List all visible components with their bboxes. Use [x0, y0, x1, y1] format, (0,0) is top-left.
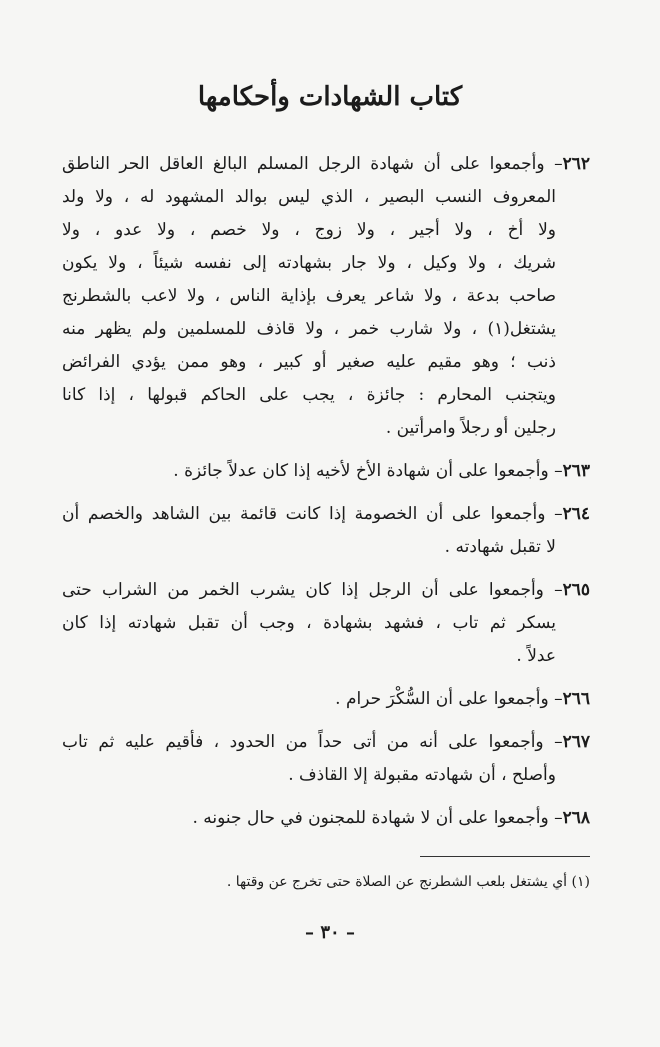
entry-first-line	[62, 498, 590, 531]
entry-number: ٢٦٧	[562, 732, 590, 752]
entry-number: ٢٦٨	[562, 808, 590, 828]
entry-line	[62, 214, 590, 247]
entry-text: – وأجمعوا على أن السُّكْرَ حرام .	[335, 689, 563, 709]
entry-item	[62, 683, 590, 716]
entry-first-line	[62, 574, 590, 607]
entry-line	[62, 247, 590, 280]
entry-item	[62, 148, 590, 445]
entry-text: – وأجمعوا على أن شهادة الرجل المسلم البالغ العاقل الحر الناطق	[62, 154, 563, 174]
entry-text: عدلاً .	[516, 646, 556, 666]
entry-text: – وأجمعوا على أن شهادة الأخ لأخيه إذا كان عدلاً جائزة .	[173, 461, 563, 481]
entry-item	[62, 726, 590, 792]
entry-line	[62, 607, 590, 640]
entry-first-line	[62, 726, 590, 759]
entry-line	[62, 759, 590, 792]
entry-number: ٢٦٤	[562, 504, 590, 524]
entry-item	[62, 498, 590, 564]
entry-item	[62, 574, 590, 673]
entry-text: يسكر ثم تاب ، فشهد بشهادة ، وجب أن تقبل شهادته إذا كان	[62, 613, 556, 633]
footnote-divider	[420, 856, 590, 857]
entry-number: ٢٦٣	[562, 461, 590, 481]
entries-body	[62, 148, 590, 845]
entry-number: ٢٦٢	[562, 154, 590, 174]
entry-text: وأصلح ، أن شهادته مقبولة إلا القاذف .	[288, 765, 556, 785]
entry-text: المعروف النسب البصير ، الذي ليس بوالد المشهود له ، ولا ولد	[62, 187, 556, 207]
entry-first-line	[62, 802, 590, 835]
entry-text: يشتغل(١) ، ولا شارب خمر ، ولا قاذف للمسلمين ولم يظهر منه	[62, 319, 556, 339]
entry-line	[62, 346, 590, 379]
page-title: كتاب الشهادات وأحكامها	[197, 82, 463, 112]
entry-line	[62, 531, 590, 564]
entry-text: ذنب ؛ وهو مقيم عليه صغير أو كبير ، وهو ممن يؤدي الفرائض	[62, 352, 556, 372]
entry-text: صاحب بدعة ، ولا شاعر يعرف بإذاية الناس ، ولا لاعب بالشطرنج	[62, 286, 556, 306]
entry-line	[62, 280, 590, 313]
entry-text: ويتجنب المحارم : جائزة ، يجب على الحاكم قبولها ، إذا كانا	[62, 385, 556, 405]
entry-line	[62, 412, 590, 445]
entry-text: شريك ، ولا وكيل ، ولا جار بشهادته إلى نفسه شيئاً ، ولا يكون	[62, 253, 556, 273]
entry-line	[62, 181, 590, 214]
entry-number: ٢٦٦	[562, 689, 590, 709]
entry-text: – وأجمعوا على أنه من أتى حداً من الحدود ، فأقيم عليه ثم تاب	[62, 732, 563, 752]
entry-line	[62, 313, 590, 346]
entry-item	[62, 455, 590, 488]
entry-item	[62, 802, 590, 835]
entry-text: – وأجمعوا على أن الخصومة إذا كانت قائمة بين الشاهد والخصم أن	[62, 504, 563, 524]
entry-text: لا تقبل شهادته .	[444, 537, 556, 557]
entry-text: – وأجمعوا على أن لا شهادة للمجنون في حال جنونه .	[192, 808, 563, 828]
page-number: – ٣٠ –	[305, 922, 355, 943]
entry-first-line	[62, 683, 590, 716]
entry-line	[62, 379, 590, 412]
entry-text: ولا أخ ، ولا أجير ، ولا زوج ، ولا خصم ، ولا عدو ، ولا	[62, 220, 556, 240]
entry-text: رجلين أو رجلاً وامرأتين .	[385, 418, 556, 438]
entry-number: ٢٦٥	[562, 580, 590, 600]
entry-first-line	[62, 455, 590, 488]
entry-text: – وأجمعوا على أن الرجل إذا كان يشرب الخمر من الشراب حتى	[62, 580, 563, 600]
entry-line	[62, 640, 590, 673]
footnote: (١) أي يشتغل بلعب الشطرنج عن الصلاة حتى تخرج عن وقتها .	[226, 874, 590, 890]
entry-first-line	[62, 148, 590, 181]
